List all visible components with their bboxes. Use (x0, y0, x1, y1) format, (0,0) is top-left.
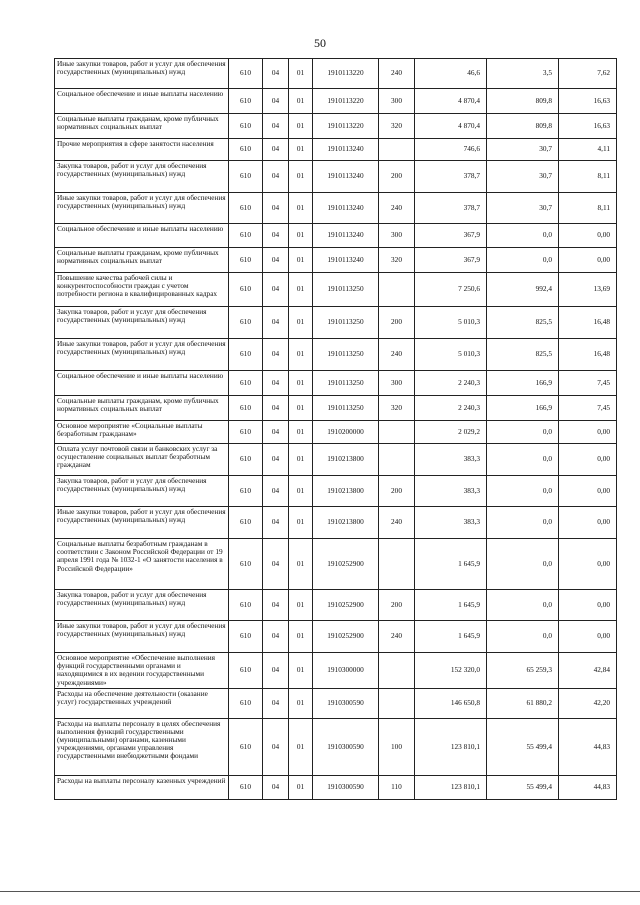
amount1-cell: 2 029,2 (415, 421, 487, 444)
percent-cell: 8,11 (559, 161, 617, 193)
section-cell: 04 (263, 421, 289, 444)
target-article-cell: 1910213800 (313, 444, 379, 476)
percent-cell: 16,48 (559, 307, 617, 339)
department-cell: 610 (229, 775, 263, 799)
table-row (55, 507, 617, 539)
expense-type-cell: 200 (379, 476, 415, 507)
table-row (55, 89, 617, 114)
section-cell: 04 (263, 718, 289, 775)
name-cell: Закупка товаров, работ и услуг для обеспечения государственных (муниципальных) нужд (55, 590, 229, 621)
amount1-cell: 4 870,4 (415, 89, 487, 114)
amount2-cell: 65 259,3 (487, 653, 559, 689)
table-row (55, 371, 617, 396)
percent-cell: 0,00 (559, 248, 617, 273)
section-cell: 04 (263, 248, 289, 273)
subsection-cell: 01 (289, 590, 313, 621)
amount2-cell: 61 880,2 (487, 688, 559, 718)
expense-type-cell: 300 (379, 371, 415, 396)
expense-type-cell (379, 653, 415, 689)
subsection-cell: 01 (289, 89, 313, 114)
amount2-cell: 30,7 (487, 161, 559, 193)
section-cell: 04 (263, 653, 289, 689)
target-article-cell: 1910113250 (313, 273, 379, 307)
amount1-cell: 46,6 (415, 59, 487, 89)
amount2-cell: 0,0 (487, 224, 559, 248)
target-article-cell: 1910200000 (313, 421, 379, 444)
bottom-rule (0, 891, 640, 892)
name-cell: Иные закупки товаров, работ и услуг для обеспечения государственных (муниципальных) нужд (55, 339, 229, 371)
percent-cell: 44,83 (559, 718, 617, 775)
department-cell: 610 (229, 539, 263, 590)
expense-type-cell: 320 (379, 248, 415, 273)
subsection-cell: 01 (289, 775, 313, 799)
section-cell: 04 (263, 224, 289, 248)
name-cell: Основное мероприятие «Обеспечение выполнения функций государственными органами и находящимися в их ведении государственными учреждениями» (55, 653, 229, 689)
expense-type-cell: 240 (379, 59, 415, 89)
department-cell: 610 (229, 339, 263, 371)
expense-type-cell: 110 (379, 775, 415, 799)
table-row (55, 307, 617, 339)
name-cell: Основное мероприятие «Социальные выплаты безработным гражданам» (55, 421, 229, 444)
percent-cell: 42,20 (559, 688, 617, 718)
department-cell: 610 (229, 248, 263, 273)
amount1-cell: 2 240,3 (415, 371, 487, 396)
amount1-cell: 383,3 (415, 444, 487, 476)
target-article-cell: 1910252900 (313, 590, 379, 621)
amount1-cell: 146 650,8 (415, 688, 487, 718)
subsection-cell: 01 (289, 421, 313, 444)
table-row (55, 476, 617, 507)
amount2-cell: 0,0 (487, 444, 559, 476)
amount1-cell: 1 645,9 (415, 621, 487, 653)
name-cell: Расходы на выплаты персоналу в целях обеспечения выполнения функций государственными (муниципальными) органами, казенными учреждениями, органами управления государственными внебюджетными фондами (55, 718, 229, 775)
amount1-cell: 383,3 (415, 476, 487, 507)
name-cell: Закупка товаров, работ и услуг для обеспечения государственных (муниципальных) нужд (55, 307, 229, 339)
section-cell: 04 (263, 339, 289, 371)
subsection-cell: 01 (289, 476, 313, 507)
department-cell: 610 (229, 193, 263, 224)
percent-cell: 4,11 (559, 139, 617, 161)
table-row (55, 114, 617, 139)
amount2-cell: 825,5 (487, 307, 559, 339)
department-cell: 610 (229, 718, 263, 775)
name-cell: Иные закупки товаров, работ и услуг для обеспечения государственных (муниципальных) нужд (55, 507, 229, 539)
expense-type-cell: 200 (379, 307, 415, 339)
target-article-cell: 1910113220 (313, 59, 379, 89)
department-cell: 610 (229, 89, 263, 114)
name-cell: Социальные выплаты гражданам, кроме публичных нормативных социальных выплат (55, 248, 229, 273)
amount2-cell: 0,0 (487, 590, 559, 621)
percent-cell: 0,00 (559, 621, 617, 653)
name-cell: Социальное обеспечение и иные выплаты населению (55, 371, 229, 396)
section-cell: 04 (263, 114, 289, 139)
table-row (55, 339, 617, 371)
section-cell: 04 (263, 193, 289, 224)
table-row (55, 139, 617, 161)
table-row (55, 590, 617, 621)
table-row (55, 273, 617, 307)
table-row (55, 688, 617, 718)
section-cell: 04 (263, 590, 289, 621)
budget-table-body (55, 59, 617, 800)
name-cell: Расходы на выплаты персоналу казенных учреждений (55, 775, 229, 799)
amount2-cell: 809,8 (487, 89, 559, 114)
name-cell: Повышение качества рабочей силы и конкурентоспособности граждан с учетом потребности региона в квалифицированных кадрах (55, 273, 229, 307)
department-cell: 610 (229, 161, 263, 193)
amount2-cell: 0,0 (487, 248, 559, 273)
amount2-cell: 809,8 (487, 114, 559, 139)
department-cell: 610 (229, 444, 263, 476)
expense-type-cell: 300 (379, 224, 415, 248)
subsection-cell: 01 (289, 59, 313, 89)
section-cell: 04 (263, 59, 289, 89)
amount1-cell: 5 010,3 (415, 307, 487, 339)
percent-cell: 0,00 (559, 224, 617, 248)
target-article-cell: 1910300590 (313, 718, 379, 775)
amount2-cell: 30,7 (487, 193, 559, 224)
subsection-cell: 01 (289, 224, 313, 248)
section-cell: 04 (263, 371, 289, 396)
budget-table (54, 58, 617, 800)
subsection-cell: 01 (289, 653, 313, 689)
percent-cell: 0,00 (559, 476, 617, 507)
expense-type-cell (379, 539, 415, 590)
name-cell: Оплата услуг почтовой связи и банковских услуг за осуществление социальных выплат безработным гражданам (55, 444, 229, 476)
table-row (55, 396, 617, 421)
percent-cell: 0,00 (559, 507, 617, 539)
percent-cell: 0,00 (559, 444, 617, 476)
subsection-cell: 01 (289, 339, 313, 371)
table-row (55, 775, 617, 799)
amount1-cell: 123 810,1 (415, 718, 487, 775)
target-article-cell: 1910113250 (313, 339, 379, 371)
target-article-cell: 1910300000 (313, 653, 379, 689)
subsection-cell: 01 (289, 444, 313, 476)
amount1-cell: 1 645,9 (415, 590, 487, 621)
amount1-cell: 367,9 (415, 248, 487, 273)
target-article-cell: 1910252900 (313, 621, 379, 653)
name-cell: Иные закупки товаров, работ и услуг для обеспечения государственных (муниципальных) нужд (55, 621, 229, 653)
amount1-cell: 383,3 (415, 507, 487, 539)
target-article-cell: 1910113250 (313, 307, 379, 339)
amount2-cell: 0,0 (487, 476, 559, 507)
subsection-cell: 01 (289, 114, 313, 139)
subsection-cell: 01 (289, 307, 313, 339)
expense-type-cell: 100 (379, 718, 415, 775)
percent-cell: 16,63 (559, 89, 617, 114)
subsection-cell: 01 (289, 371, 313, 396)
table-row (55, 248, 617, 273)
amount2-cell: 55 499,4 (487, 775, 559, 799)
target-article-cell: 1910113220 (313, 114, 379, 139)
amount2-cell: 0,0 (487, 539, 559, 590)
table-row (55, 421, 617, 444)
amount2-cell: 0,0 (487, 621, 559, 653)
department-cell: 610 (229, 396, 263, 421)
percent-cell: 16,48 (559, 339, 617, 371)
percent-cell: 44,83 (559, 775, 617, 799)
expense-type-cell (379, 688, 415, 718)
name-cell: Социальные выплаты гражданам, кроме публичных нормативных социальных выплат (55, 114, 229, 139)
expense-type-cell: 200 (379, 590, 415, 621)
name-cell: Закупка товаров, работ и услуг для обеспечения государственных (муниципальных) нужд (55, 476, 229, 507)
section-cell: 04 (263, 621, 289, 653)
table-row (55, 193, 617, 224)
amount1-cell: 152 320,0 (415, 653, 487, 689)
percent-cell: 16,63 (559, 114, 617, 139)
table-row (55, 653, 617, 689)
department-cell: 610 (229, 421, 263, 444)
table-row (55, 444, 617, 476)
expense-type-cell: 200 (379, 161, 415, 193)
name-cell: Расходы на обеспечение деятельности (оказание услуг) государственных учреждений (55, 688, 229, 718)
department-cell: 610 (229, 688, 263, 718)
amount2-cell: 3,5 (487, 59, 559, 89)
name-cell: Иные закупки товаров, работ и услуг для обеспечения государственных (муниципальных) нужд (55, 59, 229, 89)
expense-type-cell: 240 (379, 193, 415, 224)
amount2-cell: 166,9 (487, 371, 559, 396)
subsection-cell: 01 (289, 539, 313, 590)
section-cell: 04 (263, 89, 289, 114)
subsection-cell: 01 (289, 396, 313, 421)
subsection-cell: 01 (289, 718, 313, 775)
amount1-cell: 746,6 (415, 139, 487, 161)
subsection-cell: 01 (289, 193, 313, 224)
name-cell: Иные закупки товаров, работ и услуг для обеспечения государственных (муниципальных) нужд (55, 193, 229, 224)
amount1-cell: 7 250,6 (415, 273, 487, 307)
department-cell: 610 (229, 590, 263, 621)
table-row (55, 161, 617, 193)
department-cell: 610 (229, 507, 263, 539)
subsection-cell: 01 (289, 688, 313, 718)
section-cell: 04 (263, 307, 289, 339)
expense-type-cell (379, 139, 415, 161)
section-cell: 04 (263, 161, 289, 193)
amount1-cell: 367,9 (415, 224, 487, 248)
amount2-cell: 825,5 (487, 339, 559, 371)
expense-type-cell: 320 (379, 114, 415, 139)
department-cell: 610 (229, 59, 263, 89)
table-row (55, 59, 617, 89)
target-article-cell: 1910252900 (313, 539, 379, 590)
amount2-cell: 30,7 (487, 139, 559, 161)
subsection-cell: 01 (289, 507, 313, 539)
expense-type-cell (379, 273, 415, 307)
section-cell: 04 (263, 444, 289, 476)
percent-cell: 42,84 (559, 653, 617, 689)
amount1-cell: 378,7 (415, 193, 487, 224)
target-article-cell: 1910113250 (313, 396, 379, 421)
percent-cell: 7,62 (559, 59, 617, 89)
percent-cell: 7,45 (559, 396, 617, 421)
target-article-cell: 1910113240 (313, 193, 379, 224)
table-row (55, 718, 617, 775)
amount2-cell: 166,9 (487, 396, 559, 421)
amount2-cell: 0,0 (487, 507, 559, 539)
department-cell: 610 (229, 653, 263, 689)
amount2-cell: 0,0 (487, 421, 559, 444)
amount1-cell: 1 645,9 (415, 539, 487, 590)
page-number: 50 (314, 36, 326, 50)
target-article-cell: 1910300590 (313, 688, 379, 718)
section-cell: 04 (263, 273, 289, 307)
expense-type-cell: 240 (379, 507, 415, 539)
target-article-cell: 1910113240 (313, 248, 379, 273)
department-cell: 610 (229, 273, 263, 307)
amount1-cell: 123 810,1 (415, 775, 487, 799)
section-cell: 04 (263, 476, 289, 507)
expense-type-cell: 320 (379, 396, 415, 421)
section-cell: 04 (263, 539, 289, 590)
name-cell: Закупка товаров, работ и услуг для обеспечения государственных (муниципальных) нужд (55, 161, 229, 193)
name-cell: Социальное обеспечение и иные выплаты населению (55, 224, 229, 248)
department-cell: 610 (229, 114, 263, 139)
percent-cell: 7,45 (559, 371, 617, 396)
amount1-cell: 378,7 (415, 161, 487, 193)
subsection-cell: 01 (289, 621, 313, 653)
expense-type-cell: 240 (379, 621, 415, 653)
section-cell: 04 (263, 507, 289, 539)
amount1-cell: 2 240,3 (415, 396, 487, 421)
department-cell: 610 (229, 224, 263, 248)
percent-cell: 8,11 (559, 193, 617, 224)
name-cell: Социальные выплаты безработным гражданам в соответствии с Законом Российской Федерации от 19 апреля 1991 года № 1032-1 «О занятости населения в Российской Федерации» (55, 539, 229, 590)
percent-cell: 13,69 (559, 273, 617, 307)
section-cell: 04 (263, 139, 289, 161)
subsection-cell: 01 (289, 161, 313, 193)
target-article-cell: 1910113240 (313, 161, 379, 193)
name-cell: Социальное обеспечение и иные выплаты населению (55, 89, 229, 114)
percent-cell: 0,00 (559, 539, 617, 590)
amount2-cell: 55 499,4 (487, 718, 559, 775)
name-cell: Социальные выплаты гражданам, кроме публичных нормативных социальных выплат (55, 396, 229, 421)
expense-type-cell (379, 444, 415, 476)
target-article-cell: 1910113250 (313, 371, 379, 396)
expense-type-cell: 300 (379, 89, 415, 114)
subsection-cell: 01 (289, 248, 313, 273)
department-cell: 610 (229, 139, 263, 161)
department-cell: 610 (229, 371, 263, 396)
amount1-cell: 4 870,4 (415, 114, 487, 139)
name-cell: Прочие мероприятия в сфере занятости населения (55, 139, 229, 161)
section-cell: 04 (263, 775, 289, 799)
percent-cell: 0,00 (559, 421, 617, 444)
amount2-cell: 992,4 (487, 273, 559, 307)
table-row (55, 539, 617, 590)
expense-type-cell (379, 421, 415, 444)
percent-cell: 0,00 (559, 590, 617, 621)
table-row (55, 621, 617, 653)
amount1-cell: 5 010,3 (415, 339, 487, 371)
table-row (55, 224, 617, 248)
department-cell: 610 (229, 307, 263, 339)
target-article-cell: 1910113240 (313, 139, 379, 161)
target-article-cell: 1910213800 (313, 507, 379, 539)
section-cell: 04 (263, 688, 289, 718)
target-article-cell: 1910300590 (313, 775, 379, 799)
target-article-cell: 1910113220 (313, 89, 379, 114)
subsection-cell: 01 (289, 139, 313, 161)
target-article-cell: 1910113240 (313, 224, 379, 248)
section-cell: 04 (263, 396, 289, 421)
subsection-cell: 01 (289, 273, 313, 307)
expense-type-cell: 240 (379, 339, 415, 371)
department-cell: 610 (229, 476, 263, 507)
department-cell: 610 (229, 621, 263, 653)
target-article-cell: 1910213800 (313, 476, 379, 507)
